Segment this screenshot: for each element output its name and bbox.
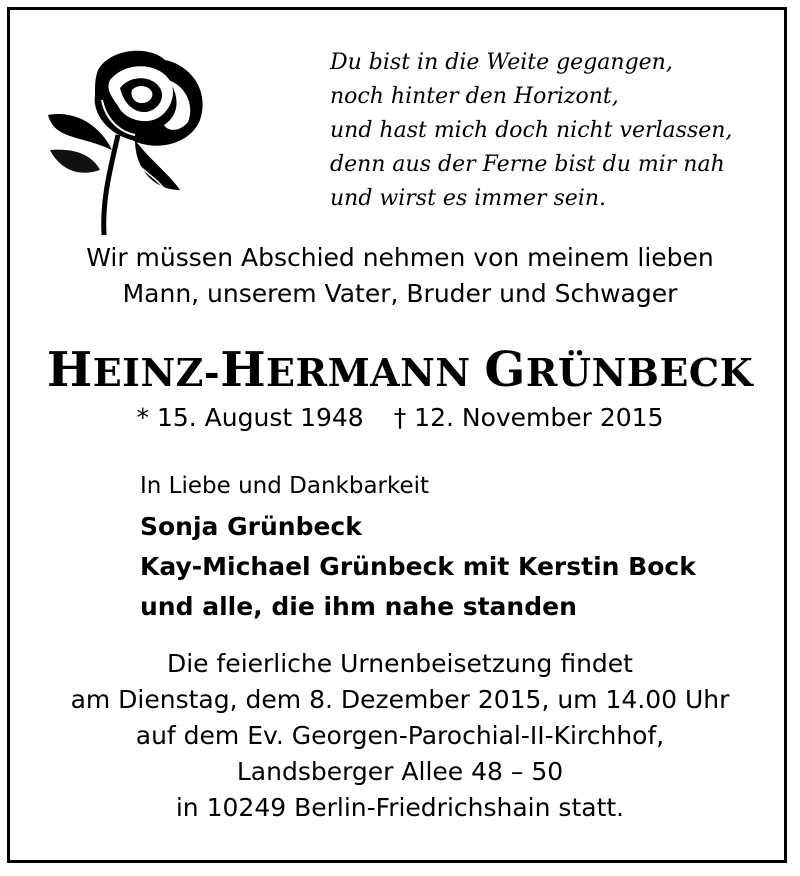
name-smallcaps: RÜNBECK xyxy=(525,350,754,395)
name-initial: H xyxy=(46,342,93,398)
thanks-line: In Liebe und Dankbarkeit xyxy=(140,473,430,499)
rose-icon xyxy=(40,40,230,240)
mourner-line: Sonja Grünbeck xyxy=(140,512,362,541)
poem-line: und hast mich doch nicht verlassen, xyxy=(330,118,733,143)
deceased-name xyxy=(0,340,800,403)
poem-line: denn aus der Ferne bist du mir nah xyxy=(330,152,725,177)
service-line: Die feierliche Urnenbeisetzung findet xyxy=(166,649,633,678)
mourner-line: Kay-Michael Grünbeck mit Kerstin Bock xyxy=(140,552,696,581)
service-line: am Dienstag, dem 8. Dezember 2015, um 14.00 Uhr xyxy=(70,685,730,714)
life-dates xyxy=(0,400,800,436)
service-line: Landsberger Allee 48 – 50 xyxy=(236,757,564,786)
mourners-list xyxy=(140,507,696,627)
name-initial: G xyxy=(484,342,526,398)
service-line: in 10249 Berlin-Friedrichshain statt. xyxy=(175,793,625,822)
poem xyxy=(330,46,770,216)
service-line: auf dem Ev. Georgen-Parochial-II-Kirchhof, xyxy=(135,721,665,750)
intro-text xyxy=(0,240,800,312)
intro-line: Wir müssen Abschied nehmen von meinem lieben xyxy=(86,243,714,272)
poem-line: Du bist in die Weite gegangen, xyxy=(330,50,673,75)
service-details xyxy=(0,646,800,826)
birth-date: * 15. August 1948 xyxy=(136,403,364,432)
name-initial: H xyxy=(220,342,267,398)
death-date: † 12. November 2015 xyxy=(393,403,664,432)
name-smallcaps: EINZ- xyxy=(92,350,221,395)
intro-line: Mann, unserem Vater, Bruder und Schwager xyxy=(122,279,678,308)
poem-line: und wirst es immer sein. xyxy=(330,186,607,211)
name-smallcaps: ERMANN xyxy=(266,350,485,395)
mourner-line: und alle, die ihm nahe standen xyxy=(140,592,577,621)
poem-line: noch hinter den Horizont, xyxy=(330,84,619,109)
